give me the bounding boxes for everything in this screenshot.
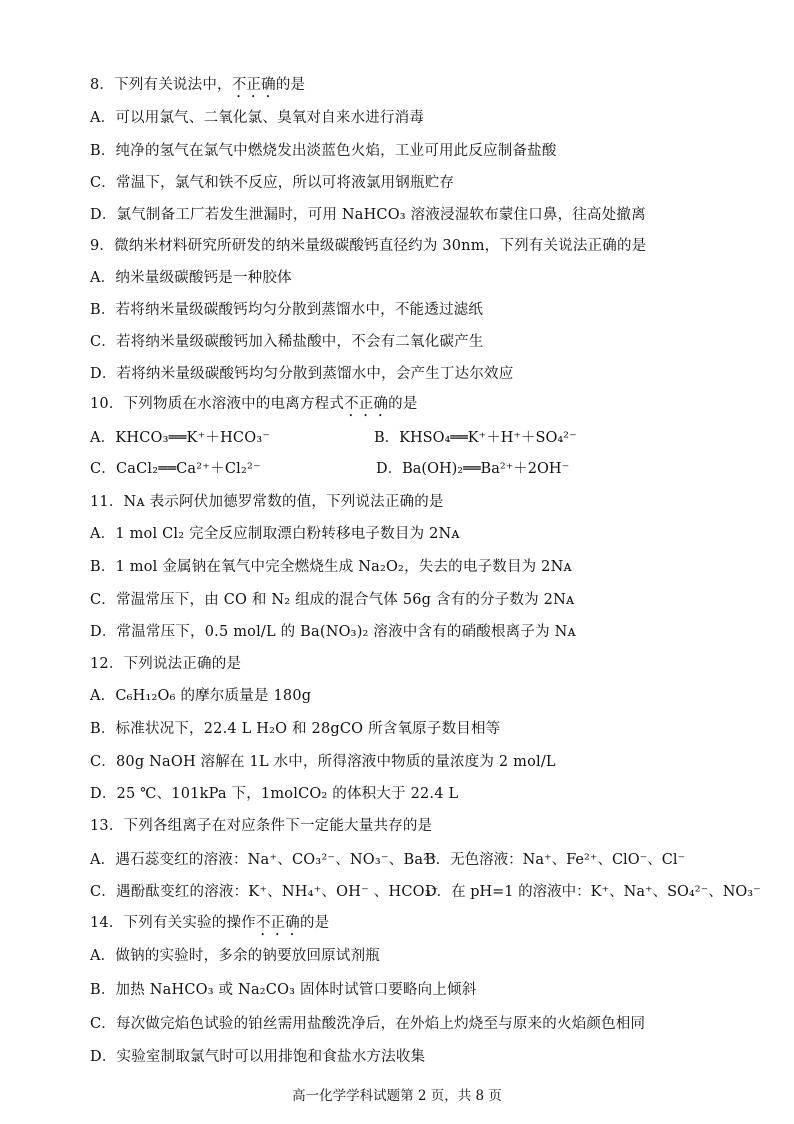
q8-stem: 8．下列有关说法中，不正确的是 xyxy=(90,77,306,93)
q14-option-a: A．做钠的实验时，多余的钠要放回原试剂瓶 xyxy=(90,948,380,964)
q14-emphasis: 不正确 xyxy=(255,915,300,931)
q9-option-a: A．纳米量级碳酸钙是一种胶体 xyxy=(90,270,292,286)
q9-stem: 9．微纳米材料研究所研发的纳米量级碳酸钙直径约为 30nm，下列有关说法正确的是 xyxy=(90,238,647,254)
q11-option-a: A．1 mol Cl₂ 完全反应制取漂白粉转移电子数目为 2Nᴀ xyxy=(90,526,460,542)
q13-stem: 13．下列各组离子在对应条件下一定能大量共存的是 xyxy=(90,818,433,834)
q13-option-b: B．无色溶液：Na⁺、Fe²⁺、ClO⁻、Cl⁻ xyxy=(425,852,686,868)
q9-option-b: B．若将纳米量级碳酸钙均匀分散到蒸馏水中，不能透过滤纸 xyxy=(90,302,484,318)
page-footer: 高一化学学科试题第 2 页，共 8 页 xyxy=(292,1088,502,1104)
q13-option-c: C．遇酚酞变红的溶液：K⁺、NH₄⁺、OH⁻ 、HCO₃⁻ xyxy=(90,884,439,900)
q8-emphasis: 不正确 xyxy=(231,77,276,93)
q11-option-d: D．常温常压下，0.5 mol/L 的 Ba(NO₃)₂ 溶液中含有的硝酸根离子为 Nᴀ xyxy=(90,624,576,640)
q14-stem: 14．下列有关实验的操作不正确的是 xyxy=(90,915,330,931)
q10-option-a: A．KHCO₃══K⁺＋HCO₃⁻ xyxy=(90,430,271,446)
q9-option-d: D．若将纳米量级碳酸钙均匀分散到蒸馏水中，会产生丁达尔效应 xyxy=(90,366,514,382)
q12-option-c: C．80g NaOH 溶解在 1L 水中，所得溶液中物质的量浓度为 2 mol/L xyxy=(90,754,556,770)
q14-option-c: C．每次做完焰色试验的铂丝需用盐酸洗净后，在外焰上灼烧至与原来的火焰颜色相同 xyxy=(90,1016,646,1032)
q12-stem: 12．下列说法正确的是 xyxy=(90,656,242,672)
q12-option-d: D．25 ℃、101kPa 下，1molCO₂ 的体积大于 22.4 L xyxy=(90,786,459,802)
q10-option-c: C．CaCl₂══Ca²⁺＋Cl₂²⁻ xyxy=(90,461,261,477)
q8-option-a: A．可以用氯气、二氧化氯、臭氧对自来水进行消毒 xyxy=(90,110,425,126)
q8-option-c: C．常温下，氯气和铁不反应，所以可将液氯用钢瓶贮存 xyxy=(90,175,455,191)
q11-stem: 11．Nᴀ 表示阿伏加德罗常数的值，下列说法正确的是 xyxy=(90,494,444,510)
q13-option-a: A．遇石蕊变红的溶液：Na⁺、CO₃²⁻、NO₃⁻、Ba²⁺ xyxy=(90,852,438,868)
q11-option-c: C．常温常压下，由 CO 和 N₂ 组成的混合气体 56g 含有的分子数为 2Nᴀ xyxy=(90,592,575,608)
q8-option-d: D．氯气制备工厂若发生泄漏时，可用 NaHCO₃ 溶液浸湿软布蒙住口鼻，往高处撤离 xyxy=(90,207,646,223)
q10-option-b: B．KHSO₄══K⁺＋H⁺＋SO₄²⁻ xyxy=(374,430,577,446)
q11-option-b: B．1 mol 金属钠在氧气中完全燃烧生成 Na₂O₂，失去的电子数目为 2Nᴀ xyxy=(90,559,572,575)
q14-option-d: D．实验室制取氯气时可以用排饱和食盐水方法收集 xyxy=(90,1049,426,1065)
q9-option-c: C．若将纳米量级碳酸钙加入稀盐酸中，不会有二氧化碳产生 xyxy=(90,334,484,350)
q13-option-d: D．在 pH=1 的溶液中：K⁺、Na⁺、SO₄²⁻、NO₃⁻ xyxy=(425,884,761,900)
q10-stem: 10．下列物质在水溶液中的电离方程式不正确的是 xyxy=(90,396,418,412)
q10-option-d: D．Ba(OH)₂══Ba²⁺＋2OH⁻ xyxy=(376,461,570,477)
q12-option-a: A．C₆H₁₂O₆ 的摩尔质量是 180g xyxy=(90,688,312,704)
q14-option-b: B．加热 NaHCO₃ 或 Na₂CO₃ 固体时试管口要略向上倾斜 xyxy=(90,982,477,998)
q12-option-b: B．标准状况下，22.4 L H₂O 和 28gCO 所含氧原子数目相等 xyxy=(90,721,501,737)
q8-option-b: B．纯净的氢气在氯气中燃烧发出淡蓝色火焰，工业可用此反应制备盐酸 xyxy=(90,143,557,159)
q10-emphasis: 不正确 xyxy=(344,396,389,412)
